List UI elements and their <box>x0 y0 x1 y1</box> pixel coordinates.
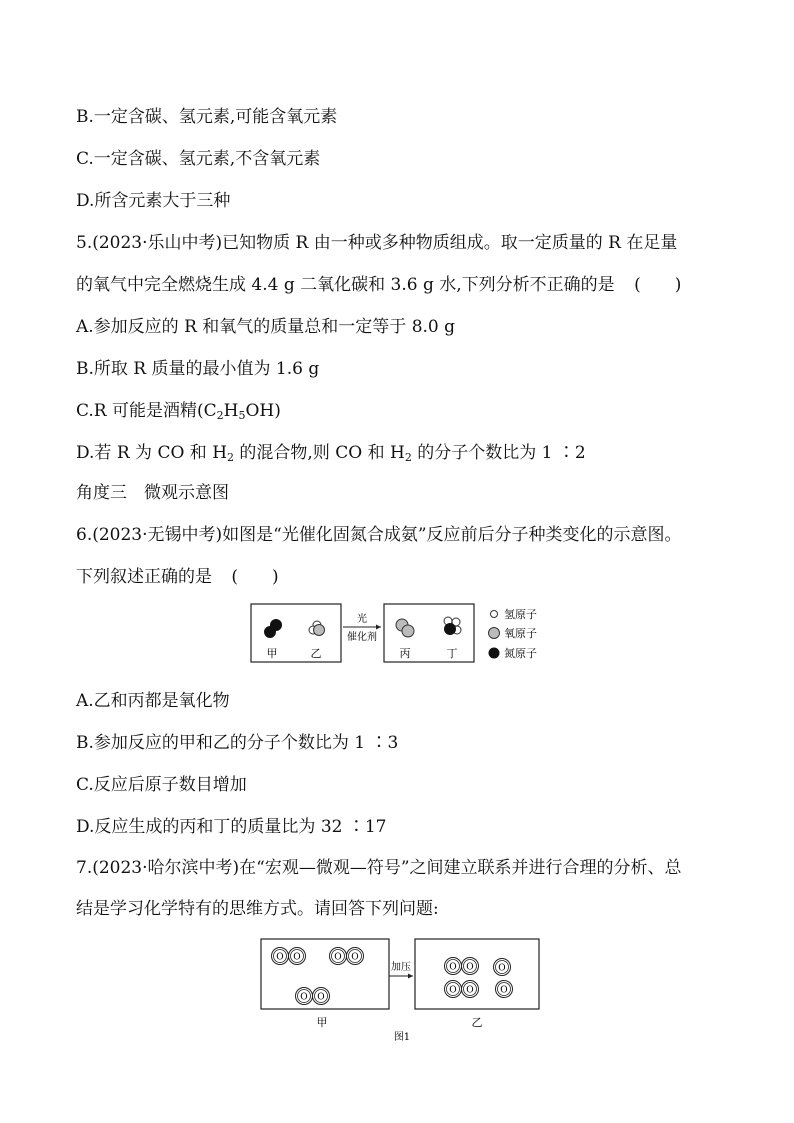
legend-nitrogen: 氮原子 <box>504 647 537 660</box>
legend-hydrogen: 氢原子 <box>504 608 537 621</box>
atom-letter: O <box>500 985 508 996</box>
arrow-head-icon <box>408 974 413 979</box>
reaction-diagram <box>248 600 558 670</box>
q6-option-c: C.反应后原子数目增加 <box>76 775 247 795</box>
atom-letter: O <box>351 952 359 963</box>
atom-letter: O <box>300 992 308 1003</box>
atom-letter: O <box>334 952 342 963</box>
q6-stem-line2 <box>76 566 279 588</box>
label-bing: 丙 <box>399 647 411 660</box>
q6-option-b: B.参加反应的甲和乙的分子个数比为 1 ∶3 <box>76 733 399 753</box>
label-jia: 甲 <box>266 647 278 660</box>
arrow-label-catalyst: 催化剂 <box>347 632 377 643</box>
atom-letter: O <box>466 985 474 996</box>
arrow-label-pressure: 加压 <box>391 962 411 973</box>
atom-letter: O <box>449 962 457 973</box>
q6-stem-line1: 6.(2023·无锡中考)如图是“光催化固氮合成氨”反应前后分子种类变化的示意图。 <box>76 525 682 545</box>
q6-option-a: A.乙和丙都是氧化物 <box>76 691 230 711</box>
q5-c-mid: H <box>223 401 239 421</box>
q4-option-b: B.一定含碳、氢元素,可能含氧元素 <box>76 107 338 127</box>
molecules-jia <box>272 948 364 1005</box>
molecules-yi <box>445 958 513 998</box>
nitrogen-atom <box>444 623 456 635</box>
label-yi: 乙 <box>471 1016 483 1029</box>
arrow-label-light: 光 <box>357 614 367 625</box>
legend-hydrogen-icon <box>491 611 498 618</box>
q5-option-b: B.所取 R 质量的最小值为 1.6 g <box>76 359 320 379</box>
label-ding: 丁 <box>446 647 458 660</box>
q5-stem-text: 的氧气中完全燃烧生成 4.4 g 二氧化碳和 3.6 g 水,下列分析不正确的是 <box>76 275 615 295</box>
atom-letter: O <box>449 985 457 996</box>
q5-d-suffix: 的分子个数比为 1 ∶2 <box>411 443 586 463</box>
q7-stem-line2: 结是学习化学特有的思维方式。请回答下列问题: <box>76 899 439 919</box>
product-box <box>384 604 474 662</box>
nitrogen-atom <box>270 619 282 631</box>
legend-oxygen: 氧原子 <box>504 627 537 640</box>
q5-d-sub1: 2 <box>227 451 235 464</box>
q6-stem-text: 下列叙述正确的是 <box>76 567 212 587</box>
legend-nitrogen-icon <box>489 648 500 659</box>
q6-option-d: D.反应生成的丙和丁的质量比为 32 ∶17 <box>76 817 387 837</box>
q6-answer-blank: ( ) <box>231 567 279 587</box>
figure-1 <box>258 936 544 1046</box>
oxygen-atom <box>314 625 325 636</box>
q5-option-d <box>76 442 586 469</box>
legend-oxygen-icon <box>489 628 500 639</box>
arrow-head-icon <box>376 625 381 630</box>
q5-d-sub2: 2 <box>404 451 412 464</box>
q5-answer-blank: ( ) <box>634 275 682 295</box>
label-yi: 乙 <box>310 647 322 660</box>
q5-d-mid: 的混合物,则 CO 和 H <box>234 443 405 463</box>
atom-letter: O <box>466 962 474 973</box>
q7-stem-line1: 7.(2023·哈尔滨中考)在“宏观—微观—符号”之间建立联系并进行合理的分析、总 <box>76 858 682 878</box>
atom-letter: O <box>498 963 506 974</box>
q5-option-a: A.参加反应的 R 和氧气的质量总和一定等于 8.0 g <box>76 317 456 337</box>
q5-c-prefix: C.R 可能是酒精(C <box>76 401 217 421</box>
q4-option-c: C.一定含碳、氢元素,不含氧元素 <box>76 149 321 169</box>
q4-option-d: D.所含元素大于三种 <box>76 191 231 211</box>
q5-c-suffix: OH) <box>245 401 281 421</box>
oxygen-atom <box>402 625 414 637</box>
figure-caption: 图1 <box>393 1032 411 1043</box>
q5-stem-line2 <box>76 274 681 296</box>
q5-stem-line1: 5.(2023·乐山中考)已知物质 R 由一种或多种物质组成。取一定质量的 R 在足量 <box>76 233 678 253</box>
atom-letter: O <box>317 992 325 1003</box>
q5-c-sub1: 2 <box>216 409 224 422</box>
atom-letter: O <box>293 952 301 963</box>
label-jia: 甲 <box>316 1016 328 1029</box>
section-heading: 角度三 微观示意图 <box>76 483 229 503</box>
atom-letter: O <box>276 952 284 963</box>
q5-option-c <box>76 400 281 427</box>
box-yi <box>415 939 539 1009</box>
q5-c-sub2: 5 <box>238 409 246 422</box>
q5-d-prefix: D.若 R 为 CO 和 H <box>76 443 228 463</box>
